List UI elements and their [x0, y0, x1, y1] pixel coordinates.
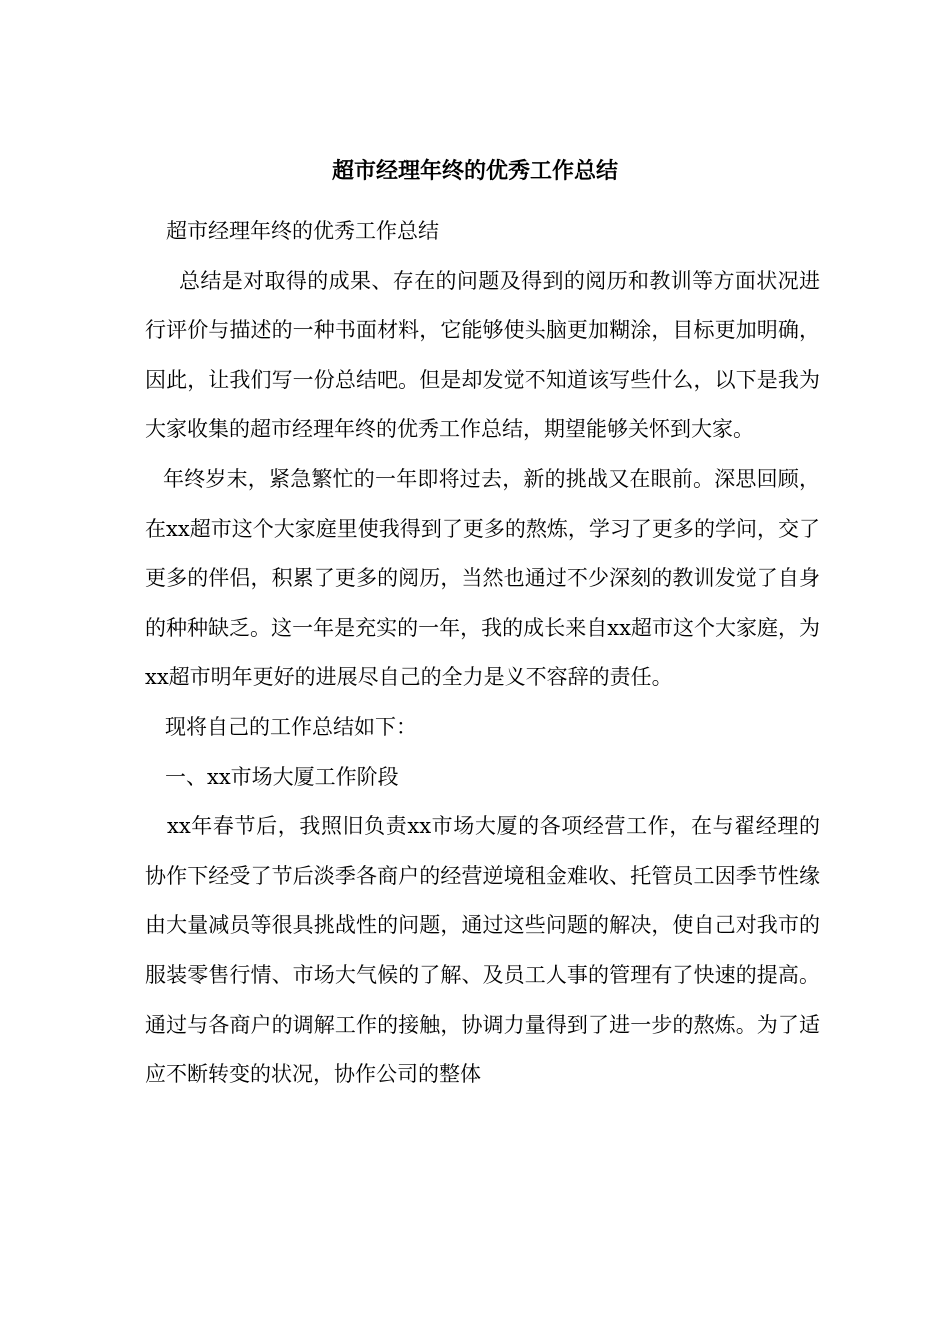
- section-heading: 一、xx市场大厦工作阶段: [165, 764, 399, 789]
- review-paragraph: 年终岁末，紧急繁忙的一年即将过去，新的挑战又在眼前。深思回顾，在xx超市这个大家庭里使我得到了更多的熬炼，学习了更多的学问，交了更多的伴侣，积累了更多的阅历，当然也通过不少深刻的教训发觉了自身的种种缺乏。这一年是充实的一年，我的成长来自xx超市这个大家庭，为xx超市明年更好的进展尽自己的全力是义不容辞的责任。: [145, 466, 820, 690]
- summary-lead-paragraph: 现将自己的工作总结如下：: [165, 714, 417, 739]
- document-title: 超市经理年终的优秀工作总结: [331, 158, 618, 184]
- section-paragraph: xx年春节后，我照旧负责xx市场大厦的各项经营工作，在与翟经理的协作下经受了节后淡季各商户的经营逆境租金难收、托管员工因季节性缘由大量减员等很具挑战性的问题，通过这些问题的解决，使自己对我市的服装零售行情、市场大气候的了解、及员工人事的管理有了快速的提高。通过与各商户的调解工作的接触，协调力量得到了进一步的熬炼。为了适应不断转变的状况，协作公司的整体: [145, 814, 820, 1087]
- subtitle-paragraph: 超市经理年终的优秀工作总结: [166, 219, 439, 243]
- intro-paragraph: 总结是对取得的成果、存在的问题及得到的阅历和教训等方面状况进行评价与描述的一种书面材料，它能够使头脑更加糊涂，目标更加明确，因此，让我们写一份总结吧。但是却发觉不知道该写些什么，以下是我为大家收集的超市经理年终的优秀工作总结，期望能够关怀到大家。: [145, 268, 820, 442]
- document-body: [145, 207, 820, 1100]
